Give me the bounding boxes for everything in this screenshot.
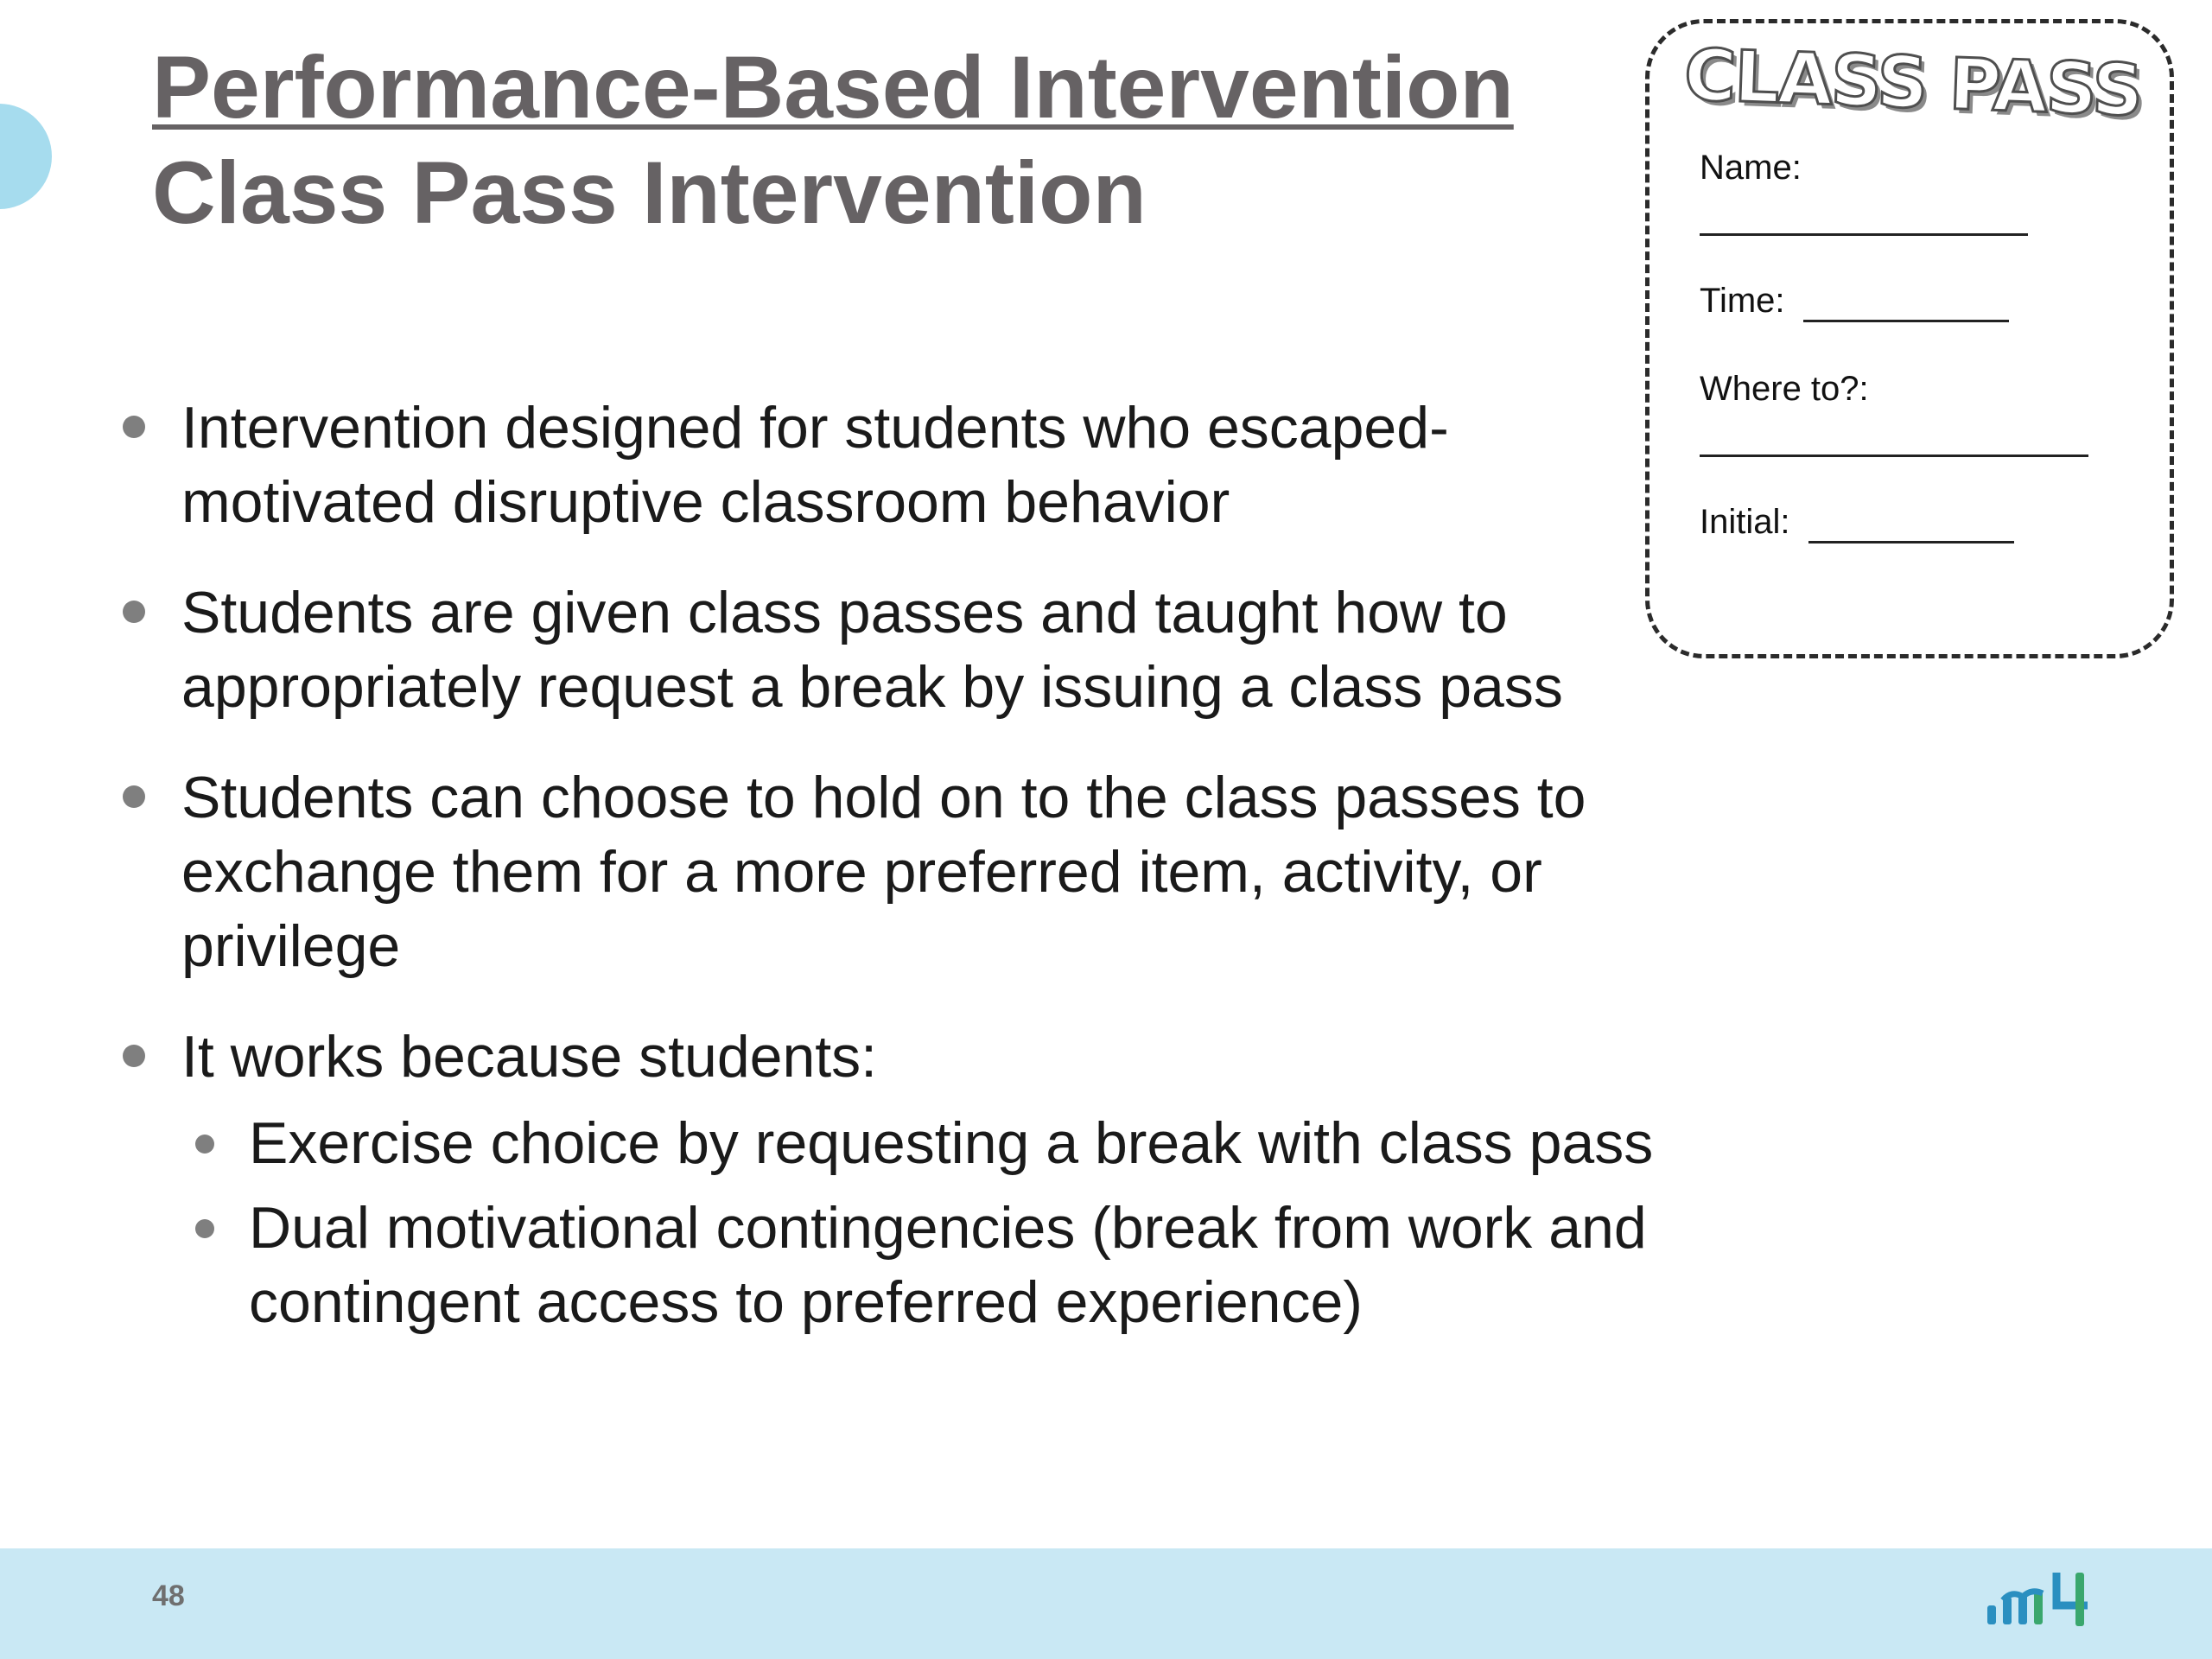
bullet-text: Students can choose to hold on to the class passes to exchange them for a more preferred item, activity, or privilege [181,765,1586,979]
sub-bullet-dot-icon [195,1135,214,1154]
footer-bar [0,1548,2212,1659]
sub-bullet-item [181,1106,1659,1180]
time-blank-line [1803,287,2009,322]
sub-bullet-dot-icon [195,1219,214,1238]
class-pass-where-line [1700,414,2088,457]
class-pass-time-label: Time: [1700,282,1785,320]
m4-logo-icon [1984,1567,2096,1633]
bullet-dot-icon [123,1045,145,1067]
bullet-dot-icon [123,601,145,623]
class-pass-name-label: Name: [1700,149,1802,187]
bullet-item [121,575,1659,724]
class-pass-name-field [1700,146,1802,189]
bullet-item [121,1020,1659,1339]
bullet-text: It works because students: [181,1024,878,1090]
class-pass-initial-label: Initial: [1700,503,1790,541]
decorative-circle [0,104,52,209]
class-pass-card [1645,19,2174,658]
sub-bullet-text: Exercise choice by requesting a break with class pass [249,1110,1654,1176]
bullet-item [121,391,1659,539]
class-pass-initial-field [1700,500,2014,543]
class-pass-where-field [1700,367,1869,410]
name-blank-line [1700,200,2028,236]
sub-bullet-list [181,1106,1659,1339]
bullet-item [121,760,1659,983]
class-pass-name-line [1700,193,2028,236]
bullet-text: Students are given class passes and taught how to appropriately request a break by issuing a class pass [181,580,1563,720]
class-pass-where-label: Where to?: [1700,370,1869,408]
page-number: 48 [152,1580,185,1612]
bullet-list [121,391,1659,1376]
sub-bullet-text: Dual motivational contingencies (break from work and contingent access to preferred experience) [249,1195,1647,1335]
initial-blank-line [1808,508,2014,543]
slide-title [152,35,1514,245]
where-blank-line [1700,422,2088,457]
bullet-dot-icon [123,785,145,808]
bullet-text: Intervention designed for students who escaped-motivated disruptive classroom behavior [181,395,1449,535]
bullet-dot-icon [123,416,145,438]
class-pass-title: CLASS PASS [1682,34,2143,133]
title-sub: Class Pass Intervention [152,143,1147,242]
title-main: Performance-Based Intervention [152,38,1514,137]
class-pass-time-field [1700,279,2009,322]
sub-bullet-item [181,1191,1659,1339]
